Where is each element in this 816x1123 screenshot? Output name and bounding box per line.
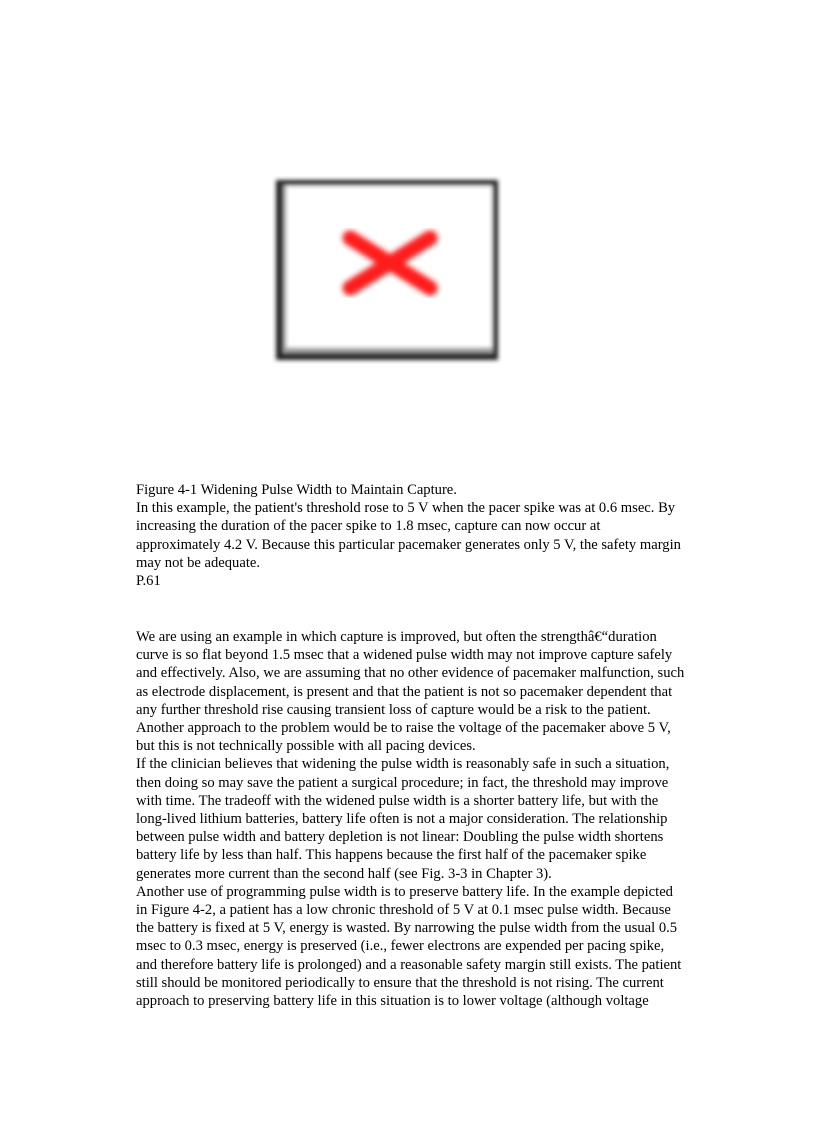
body-line: curve is so flat beyond 1.5 msec that a widened pulse width may not improve capture safely: [136, 647, 673, 664]
body-line: the battery is fixed at 5 V, energy is wasted. By narrowing the pulse width from the usual 0.5: [136, 920, 678, 937]
body-line: and therefore battery life is prolonged) and a reasonable safety margin still exists. The patient: [136, 956, 682, 973]
body-line: Another use of programming pulse width is to preserve battery life. In the example depicted: [136, 883, 673, 900]
caption-line: In this example, the patient's threshold rose to 5 V when the pacer spike was at 0.6 msec. By: [136, 500, 676, 517]
caption-line: approximately 4.2 V. Because this particular pacemaker generates only 5 V, the safety margin: [136, 536, 681, 553]
body-line: Another approach to the problem would be to raise the voltage of the pacemaker above 5 V,: [136, 720, 671, 737]
broken-image-red-x-icon: [272, 176, 502, 364]
figure-image-placeholder: [272, 176, 502, 364]
body-line: long-lived lithium batteries, battery life often is not a major consideration. The relationship: [136, 811, 668, 828]
body-line: msec to 0.3 msec, energy is preserved (i.e., fewer electrons are expended per pacing spike,: [136, 938, 665, 955]
body-line: between pulse width and battery depletion is not linear: Doubling the pulse width shortens: [136, 829, 664, 846]
body-line: generates more current than the second half (see Fig. 3-3 in Chapter 3).: [136, 865, 552, 882]
body-line: still should be monitored periodically to ensure that the threshold is not rising. The current: [136, 974, 664, 991]
body-text: [136, 628, 758, 1010]
body-line: any further threshold rise causing transient loss of capture would be a risk to the patient.: [136, 701, 651, 718]
body-line: with time. The tradeoff with the widened pulse width is a shorter battery life, but with the: [136, 792, 659, 809]
figure-caption: [136, 481, 758, 590]
body-line: as electrode displacement, is present and that the patient is not so pacemaker dependent that: [136, 683, 673, 700]
body-line: but this is not technically possible with all pacing devices.: [136, 738, 476, 755]
body-line: battery life by less than half. This happens because the first half of the pacemaker spike: [136, 847, 647, 864]
caption-line: increasing the duration of the pacer spike to 1.8 msec, capture can now occur at: [136, 518, 601, 535]
body-line: then doing so may save the patient a surgical procedure; in fact, the threshold may improve: [136, 774, 669, 791]
body-line: in Figure 4-2, a patient has a low chronic threshold of 5 V at 0.1 msec pulse width. Because: [136, 902, 671, 919]
caption-line: may not be adequate.: [136, 554, 260, 571]
figure-caption-title: Figure 4-1 Widening Pulse Width to Maintain Capture.: [136, 482, 457, 498]
body-line: If the clinician believes that widening the pulse width is reasonably safe in such a situation,: [136, 756, 670, 773]
body-line: We are using an example in which capture is improved, but often the strengthâ€“duration: [136, 629, 657, 645]
body-line: approach to preserving battery life in this situation is to lower voltage (although voltage: [136, 993, 649, 1010]
body-line: and effectively. Also, we are assuming that no other evidence of pacemaker malfunction, such: [136, 665, 685, 682]
page-reference: P.61: [136, 573, 161, 590]
